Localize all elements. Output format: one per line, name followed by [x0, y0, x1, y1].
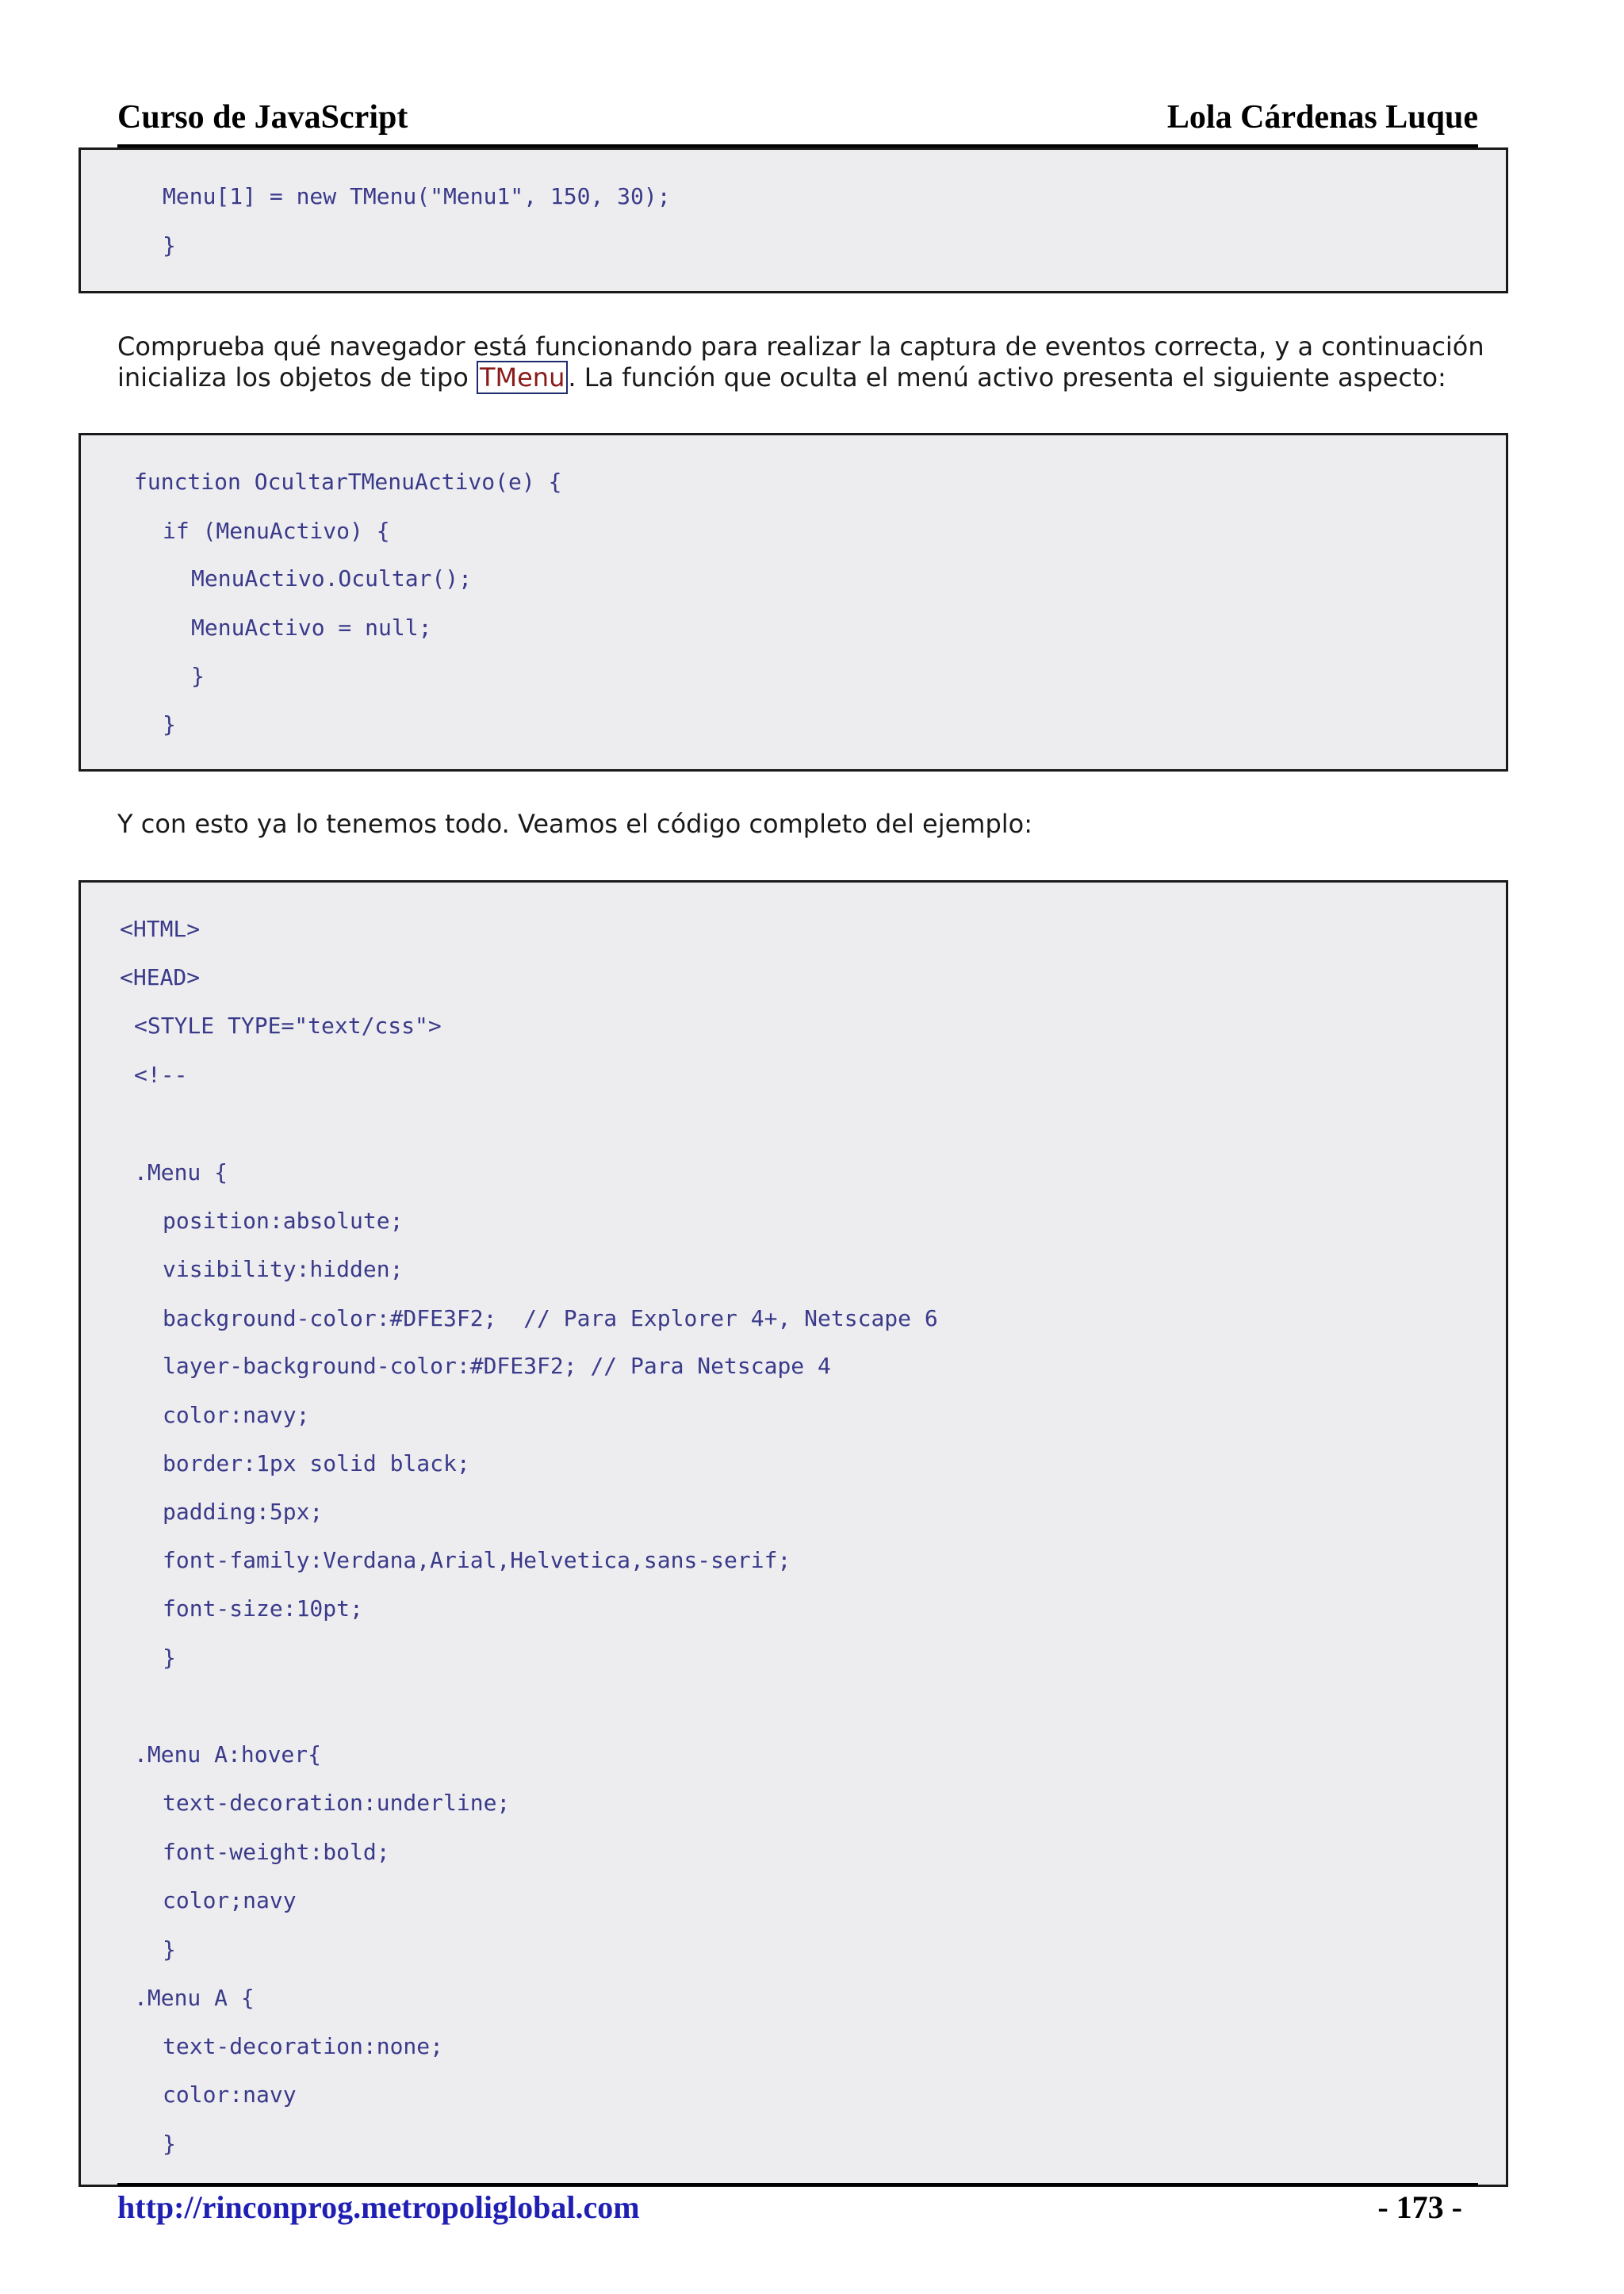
- code-line: text-decoration:none;: [163, 2033, 444, 2059]
- code-line: visibility:hidden;: [163, 1256, 404, 1282]
- page-header: [117, 95, 1478, 147]
- code-line: border:1px solid black;: [163, 1450, 470, 1476]
- code-line: font-size:10pt;: [163, 1595, 363, 1622]
- tmenu-link[interactable]: TMenu: [477, 361, 568, 394]
- code-line: <!--: [134, 1062, 188, 1088]
- code-line: .Menu {: [134, 1159, 228, 1185]
- code-line: <HEAD>: [120, 964, 201, 990]
- header-course-title: Curso de JavaScript: [117, 99, 408, 136]
- code-line: }: [163, 711, 176, 737]
- paragraph-2: Y con esto ya lo tenemos todo. Veamos el código completo del ejemplo:: [117, 809, 1033, 839]
- code-line: }: [163, 232, 176, 259]
- code-line: color;navy: [163, 1887, 297, 1913]
- code-line: text-decoration:underline;: [163, 1790, 511, 1816]
- code-line: }: [163, 1645, 176, 1671]
- code-line: MenuActivo = null;: [191, 615, 432, 641]
- footer-url-link[interactable]: http://rinconprog.metropoliglobal.com: [117, 2189, 640, 2225]
- code-block-2: [79, 433, 1508, 772]
- code-line: .Menu A:hover{: [134, 1741, 322, 1767]
- code-line: }: [191, 663, 205, 689]
- code-line: color:navy;: [163, 1402, 310, 1428]
- code-line: if (MenuActivo) {: [163, 518, 390, 544]
- page-number: - 173 -: [1377, 2189, 1462, 2225]
- code-line: <HTML>: [120, 916, 201, 942]
- code-line: Menu[1] = new TMenu("Menu1", 150, 30);: [163, 183, 671, 209]
- paragraph-1-text-end: . La función que oculta el menú activo presenta el siguiente aspecto:: [568, 362, 1446, 393]
- code-line: padding:5px;: [163, 1499, 324, 1525]
- code-line: layer-background-color:#DFE3F2; // Para Netscape 4: [163, 1353, 831, 1379]
- code-line: font-family:Verdana,Arial,Helvetica,sans-serif;: [163, 1547, 791, 1573]
- code-line: }: [163, 2131, 176, 2157]
- paragraph-1: [117, 331, 1513, 393]
- code-line: background-color:#DFE3F2; // Para Explorer 4+, Netscape 6: [163, 1305, 938, 1331]
- code-line: position:absolute;: [163, 1208, 404, 1234]
- code-line: .Menu A {: [134, 1985, 255, 2011]
- header-author: Lola Cárdenas Luque: [1166, 99, 1478, 136]
- code-block-3: [79, 880, 1508, 2187]
- code-line: MenuActivo.Ocultar();: [191, 565, 473, 592]
- code-line: }: [163, 1936, 176, 1963]
- code-line: font-weight:bold;: [163, 1839, 390, 1865]
- code-line: function OcultarTMenuActivo(e) {: [134, 469, 562, 495]
- code-line: color:navy: [163, 2081, 297, 2108]
- code-block-1: [79, 147, 1508, 293]
- footer-divider: [117, 2183, 1478, 2186]
- code-line: <STYLE TYPE="text/css">: [134, 1013, 442, 1039]
- paragraph-1-text-start: Comprueba qué navegador está funcionando para realizar la captura de eventos correcta, y a continuación inicializa los objetos de tipo: [117, 331, 1484, 393]
